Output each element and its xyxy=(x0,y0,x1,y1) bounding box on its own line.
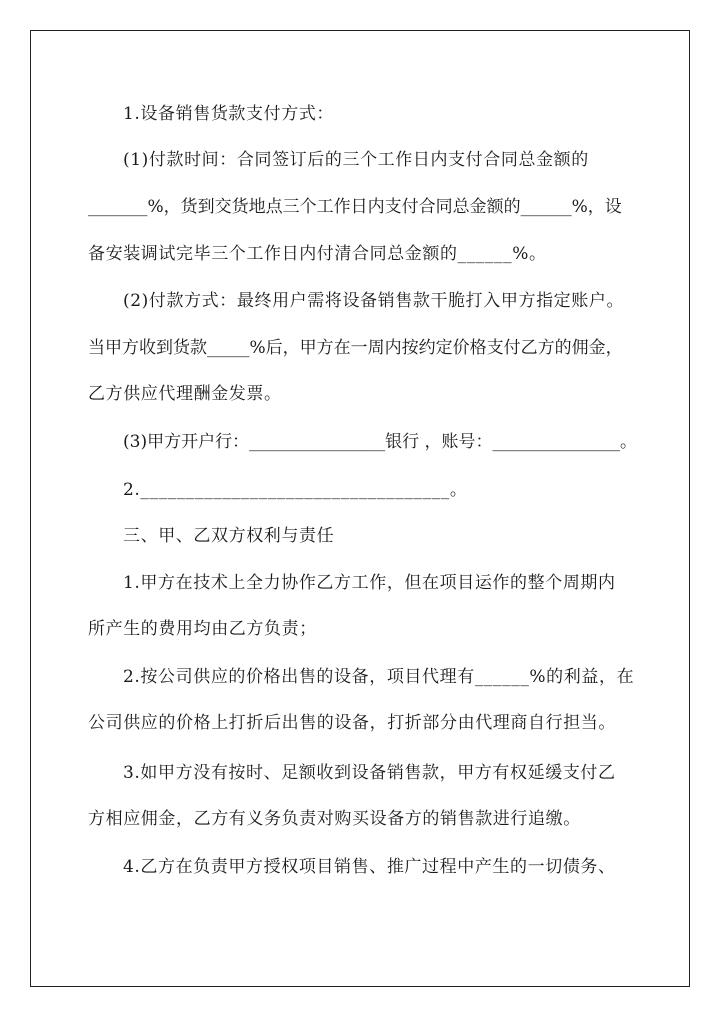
paragraph-line: 4.乙方在负责甲方授权项目销售、推广过程中产生的一切债务、 xyxy=(123,857,616,877)
paragraph-line: 1.设备销售货款支付方式： xyxy=(123,104,335,124)
paragraph-line: 当甲方收到货款_____%后，甲方在一周内按约定价格支付乙方的佣金， xyxy=(88,338,623,358)
paragraph-line: 2.按公司供应的价格出售的设备，项目代理有______%的利益，在 xyxy=(123,667,635,687)
paragraph-line: (1)付款时间：合同签订后的三个工作日内支付合同总金额的 xyxy=(123,150,589,170)
paragraph-line: 方相应佣金，乙方有义务负责对购买设备方的销售款进行追缴。 xyxy=(88,809,581,829)
paragraph-line: (2)付款方式：最终用户需将设备销售款干脆打入甲方指定账户。 xyxy=(123,291,625,311)
paragraph-line: 备安装调试完毕三个工作日内付清合同总金额的______%。 xyxy=(88,244,547,264)
paragraph-line: 乙方供应代理酬金发票。 xyxy=(88,384,282,404)
paragraph-line: 所产生的费用均由乙方负责； xyxy=(88,619,317,639)
paragraph-line: 三、甲、乙双方权利与责任 xyxy=(123,526,335,546)
paragraph-line: 公司供应的价格上打折后出售的设备，打折部分由代理商自行担当。 xyxy=(88,713,616,733)
paragraph-line: _______%，货到交货地点三个工作日内支付合同总金额的______%，设 xyxy=(88,197,622,217)
paragraph-line: 3.如甲方没有按时、足额收到设备销售款，甲方有权延缓支付乙 xyxy=(123,763,616,783)
page-border xyxy=(30,30,690,987)
paragraph-line: 1.甲方在技术上全力协作乙方工作，但在项目运作的整个周期内 xyxy=(123,573,616,593)
paragraph-line: 2.__________________________________。 xyxy=(123,480,468,500)
paragraph-line: (3)甲方开户行：________________银行 ，账号：_______________。 xyxy=(123,432,637,452)
